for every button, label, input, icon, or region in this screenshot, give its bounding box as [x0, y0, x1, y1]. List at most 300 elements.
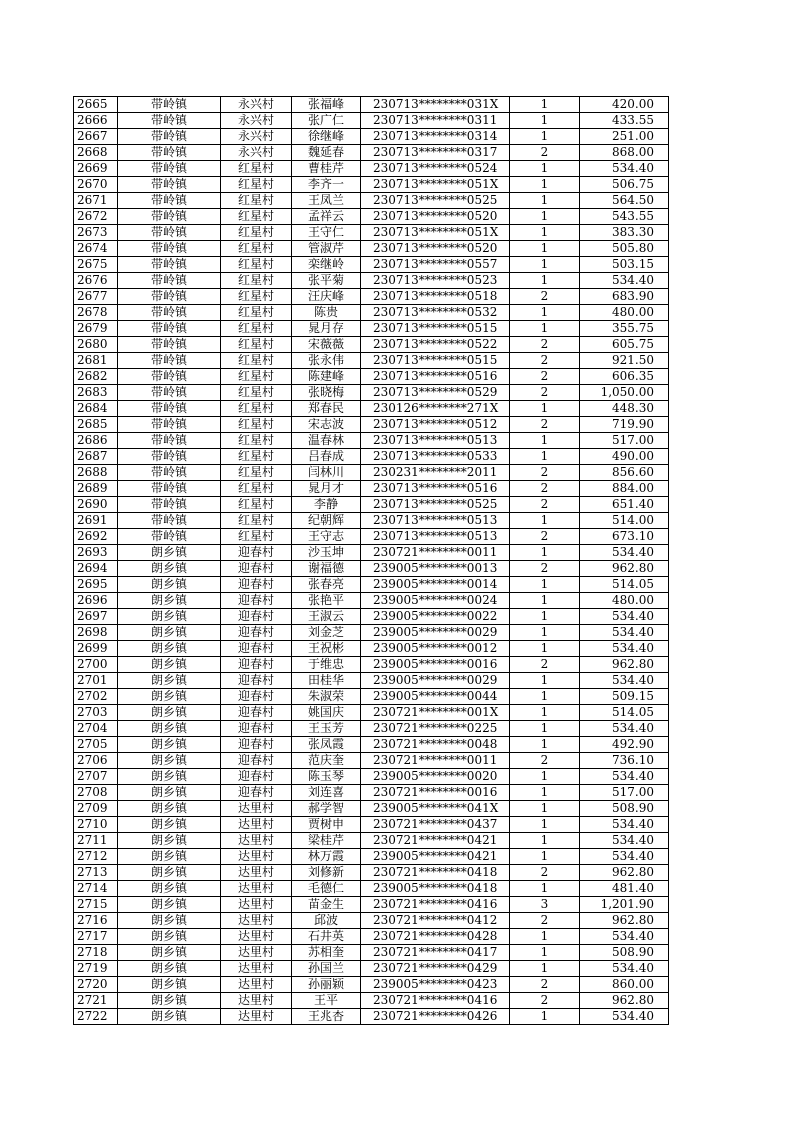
id-number-cell: 239005********041X [361, 801, 510, 817]
amount-cell: 492.90 [580, 737, 669, 753]
town-cell: 带岭镇 [118, 369, 221, 385]
amount-cell: 534.40 [580, 769, 669, 785]
id-number-cell: 239005********0418 [361, 881, 510, 897]
name-cell: 管淑芹 [292, 241, 361, 257]
row-number-cell: 2680 [74, 337, 118, 353]
amount-cell: 514.05 [580, 577, 669, 593]
household-count-cell: 2 [510, 465, 580, 481]
town-cell: 朗乡镇 [118, 865, 221, 881]
household-count-cell: 1 [510, 705, 580, 721]
town-cell: 带岭镇 [118, 257, 221, 273]
amount-cell: 605.75 [580, 337, 669, 353]
town-cell: 带岭镇 [118, 161, 221, 177]
household-count-cell: 1 [510, 545, 580, 561]
id-number-cell: 230721********0412 [361, 913, 510, 929]
row-number-cell: 2712 [74, 849, 118, 865]
amount-cell: 606.35 [580, 369, 669, 385]
id-number-cell: 230721********0225 [361, 721, 510, 737]
village-cell: 红星村 [221, 353, 292, 369]
village-cell: 红星村 [221, 321, 292, 337]
town-cell: 带岭镇 [118, 273, 221, 289]
table-row [74, 545, 669, 561]
id-number-cell: 230713********0317 [361, 145, 510, 161]
amount-cell: 543.55 [580, 209, 669, 225]
household-count-cell: 1 [510, 305, 580, 321]
name-cell: 刘修新 [292, 865, 361, 881]
household-count-cell: 1 [510, 449, 580, 465]
village-cell: 迎春村 [221, 625, 292, 641]
id-number-cell: 230713********0516 [361, 481, 510, 497]
id-number-cell: 230713********0512 [361, 417, 510, 433]
row-number-cell: 2691 [74, 513, 118, 529]
amount-cell: 508.90 [580, 945, 669, 961]
village-cell: 红星村 [221, 273, 292, 289]
village-cell: 达里村 [221, 993, 292, 1009]
village-cell: 红星村 [221, 497, 292, 513]
village-cell: 红星村 [221, 209, 292, 225]
village-cell: 迎春村 [221, 737, 292, 753]
town-cell: 朗乡镇 [118, 673, 221, 689]
name-cell: 吕春成 [292, 449, 361, 465]
row-number-cell: 2686 [74, 433, 118, 449]
row-number-cell: 2693 [74, 545, 118, 561]
name-cell: 晁月存 [292, 321, 361, 337]
village-cell: 迎春村 [221, 641, 292, 657]
id-number-cell: 230713********031X [361, 97, 510, 113]
id-number-cell: 230713********0529 [361, 385, 510, 401]
amount-cell: 534.40 [580, 849, 669, 865]
row-number-cell: 2685 [74, 417, 118, 433]
table-row [74, 193, 669, 209]
row-number-cell: 2720 [74, 977, 118, 993]
town-cell: 朗乡镇 [118, 977, 221, 993]
table-row [74, 481, 669, 497]
name-cell: 闫林川 [292, 465, 361, 481]
town-cell: 带岭镇 [118, 481, 221, 497]
amount-cell: 534.40 [580, 721, 669, 737]
name-cell: 汪庆峰 [292, 289, 361, 305]
row-number-cell: 2707 [74, 769, 118, 785]
household-count-cell: 1 [510, 625, 580, 641]
table-row [74, 273, 669, 289]
town-cell: 朗乡镇 [118, 737, 221, 753]
name-cell: 邱波 [292, 913, 361, 929]
name-cell: 徐继峰 [292, 129, 361, 145]
name-cell: 王玉芳 [292, 721, 361, 737]
town-cell: 带岭镇 [118, 401, 221, 417]
household-count-cell: 1 [510, 945, 580, 961]
town-cell: 朗乡镇 [118, 657, 221, 673]
table-row [74, 737, 669, 753]
name-cell: 王守志 [292, 529, 361, 545]
household-count-cell: 3 [510, 897, 580, 913]
row-number-cell: 2713 [74, 865, 118, 881]
name-cell: 田桂华 [292, 673, 361, 689]
table-row [74, 401, 669, 417]
table-row [74, 321, 669, 337]
table-row [74, 385, 669, 401]
name-cell: 范庆奎 [292, 753, 361, 769]
town-cell: 朗乡镇 [118, 945, 221, 961]
household-count-cell: 1 [510, 513, 580, 529]
id-number-cell: 230721********0418 [361, 865, 510, 881]
table-row [74, 113, 669, 129]
town-cell: 带岭镇 [118, 417, 221, 433]
amount-cell: 506.75 [580, 177, 669, 193]
row-number-cell: 2671 [74, 193, 118, 209]
household-count-cell: 1 [510, 1009, 580, 1025]
village-cell: 红星村 [221, 161, 292, 177]
table-row [74, 337, 669, 353]
row-number-cell: 2684 [74, 401, 118, 417]
household-count-cell: 1 [510, 225, 580, 241]
household-count-cell: 1 [510, 193, 580, 209]
household-count-cell: 2 [510, 497, 580, 513]
id-number-cell: 239005********0014 [361, 577, 510, 593]
amount-cell: 534.40 [580, 929, 669, 945]
village-cell: 迎春村 [221, 545, 292, 561]
town-cell: 朗乡镇 [118, 705, 221, 721]
village-cell: 红星村 [221, 449, 292, 465]
name-cell: 张艳平 [292, 593, 361, 609]
row-number-cell: 2689 [74, 481, 118, 497]
id-number-cell: 230721********0048 [361, 737, 510, 753]
table-row [74, 929, 669, 945]
name-cell: 王兆杏 [292, 1009, 361, 1025]
household-count-cell: 2 [510, 913, 580, 929]
village-cell: 迎春村 [221, 785, 292, 801]
name-cell: 沙玉坤 [292, 545, 361, 561]
table-body [74, 97, 669, 1025]
village-cell: 迎春村 [221, 769, 292, 785]
id-number-cell: 239005********0029 [361, 673, 510, 689]
id-number-cell: 230721********0429 [361, 961, 510, 977]
name-cell: 陈贵 [292, 305, 361, 321]
id-number-cell: 230713********0525 [361, 497, 510, 513]
village-cell: 迎春村 [221, 753, 292, 769]
table-row [74, 593, 669, 609]
amount-cell: 868.00 [580, 145, 669, 161]
row-number-cell: 2714 [74, 881, 118, 897]
name-cell: 张永伟 [292, 353, 361, 369]
table-row [74, 369, 669, 385]
village-cell: 红星村 [221, 433, 292, 449]
id-number-cell: 230721********0011 [361, 753, 510, 769]
amount-cell: 534.40 [580, 1009, 669, 1025]
amount-cell: 962.80 [580, 657, 669, 673]
town-cell: 朗乡镇 [118, 769, 221, 785]
row-number-cell: 2668 [74, 145, 118, 161]
town-cell: 朗乡镇 [118, 625, 221, 641]
row-number-cell: 2710 [74, 817, 118, 833]
town-cell: 带岭镇 [118, 353, 221, 369]
table-row [74, 305, 669, 321]
table-row [74, 881, 669, 897]
name-cell: 梁桂芹 [292, 833, 361, 849]
name-cell: 晁月才 [292, 481, 361, 497]
village-cell: 达里村 [221, 913, 292, 929]
table-row [74, 529, 669, 545]
table-row [74, 353, 669, 369]
town-cell: 朗乡镇 [118, 753, 221, 769]
row-number-cell: 2690 [74, 497, 118, 513]
row-number-cell: 2708 [74, 785, 118, 801]
village-cell: 红星村 [221, 385, 292, 401]
id-number-cell: 230713********0520 [361, 209, 510, 225]
name-cell: 刘连喜 [292, 785, 361, 801]
name-cell: 纪朝辉 [292, 513, 361, 529]
id-number-cell: 230713********0533 [361, 449, 510, 465]
name-cell: 曹桂芹 [292, 161, 361, 177]
table-row [74, 977, 669, 993]
town-cell: 带岭镇 [118, 337, 221, 353]
village-cell: 达里村 [221, 961, 292, 977]
table-row [74, 513, 669, 529]
row-number-cell: 2665 [74, 97, 118, 113]
name-cell: 张平菊 [292, 273, 361, 289]
row-number-cell: 2669 [74, 161, 118, 177]
row-number-cell: 2715 [74, 897, 118, 913]
amount-cell: 534.40 [580, 961, 669, 977]
name-cell: 张春亮 [292, 577, 361, 593]
id-number-cell: 230713********051X [361, 225, 510, 241]
household-count-cell: 1 [510, 849, 580, 865]
amount-cell: 480.00 [580, 593, 669, 609]
household-count-cell: 1 [510, 737, 580, 753]
amount-cell: 514.00 [580, 513, 669, 529]
name-cell: 孟祥云 [292, 209, 361, 225]
household-count-cell: 1 [510, 577, 580, 593]
amount-cell: 856.60 [580, 465, 669, 481]
amount-cell: 1,201.90 [580, 897, 669, 913]
town-cell: 带岭镇 [118, 225, 221, 241]
village-cell: 迎春村 [221, 705, 292, 721]
table-row [74, 641, 669, 657]
id-number-cell: 230713********0516 [361, 369, 510, 385]
amount-cell: 383.30 [580, 225, 669, 241]
village-cell: 永兴村 [221, 129, 292, 145]
household-count-cell: 1 [510, 593, 580, 609]
row-number-cell: 2696 [74, 593, 118, 609]
amount-cell: 651.40 [580, 497, 669, 513]
id-number-cell: 230713********0524 [361, 161, 510, 177]
name-cell: 温春林 [292, 433, 361, 449]
id-number-cell: 239005********0016 [361, 657, 510, 673]
table-row [74, 753, 669, 769]
village-cell: 达里村 [221, 801, 292, 817]
name-cell: 张凤霞 [292, 737, 361, 753]
household-count-cell: 2 [510, 353, 580, 369]
village-cell: 红星村 [221, 417, 292, 433]
amount-cell: 962.80 [580, 913, 669, 929]
household-count-cell: 1 [510, 433, 580, 449]
id-number-cell: 230721********0437 [361, 817, 510, 833]
amount-cell: 683.90 [580, 289, 669, 305]
row-number-cell: 2718 [74, 945, 118, 961]
row-number-cell: 2701 [74, 673, 118, 689]
row-number-cell: 2666 [74, 113, 118, 129]
row-number-cell: 2705 [74, 737, 118, 753]
table-row [74, 657, 669, 673]
village-cell: 达里村 [221, 817, 292, 833]
village-cell: 红星村 [221, 305, 292, 321]
household-count-cell: 2 [510, 529, 580, 545]
name-cell: 魏延春 [292, 145, 361, 161]
id-number-cell: 230721********0426 [361, 1009, 510, 1025]
name-cell: 刘金芝 [292, 625, 361, 641]
id-number-cell: 230713********0532 [361, 305, 510, 321]
id-number-cell: 230721********0428 [361, 929, 510, 945]
row-number-cell: 2703 [74, 705, 118, 721]
household-count-cell: 1 [510, 609, 580, 625]
household-count-cell: 2 [510, 289, 580, 305]
id-number-cell: 239005********0020 [361, 769, 510, 785]
name-cell: 郝学智 [292, 801, 361, 817]
row-number-cell: 2677 [74, 289, 118, 305]
amount-cell: 508.90 [580, 801, 669, 817]
id-number-cell: 239005********0012 [361, 641, 510, 657]
village-cell: 红星村 [221, 513, 292, 529]
table-row [74, 561, 669, 577]
name-cell: 王淑云 [292, 609, 361, 625]
household-count-cell: 1 [510, 689, 580, 705]
town-cell: 朗乡镇 [118, 785, 221, 801]
name-cell: 宋志波 [292, 417, 361, 433]
table-row [74, 161, 669, 177]
id-number-cell: 230713********0522 [361, 337, 510, 353]
village-cell: 迎春村 [221, 593, 292, 609]
table-row [74, 833, 669, 849]
table-row [74, 241, 669, 257]
household-count-cell: 2 [510, 417, 580, 433]
household-count-cell: 2 [510, 657, 580, 673]
village-cell: 红星村 [221, 177, 292, 193]
id-number-cell: 230713********0513 [361, 433, 510, 449]
town-cell: 带岭镇 [118, 289, 221, 305]
row-number-cell: 2692 [74, 529, 118, 545]
table-row [74, 897, 669, 913]
id-number-cell: 230713********0513 [361, 529, 510, 545]
town-cell: 带岭镇 [118, 321, 221, 337]
amount-cell: 534.40 [580, 545, 669, 561]
amount-cell: 962.80 [580, 993, 669, 1009]
row-number-cell: 2681 [74, 353, 118, 369]
id-number-cell: 239005********0421 [361, 849, 510, 865]
town-cell: 带岭镇 [118, 209, 221, 225]
row-number-cell: 2717 [74, 929, 118, 945]
household-count-cell: 1 [510, 769, 580, 785]
amount-cell: 564.50 [580, 193, 669, 209]
name-cell: 张晓梅 [292, 385, 361, 401]
amount-cell: 534.40 [580, 161, 669, 177]
row-number-cell: 2679 [74, 321, 118, 337]
table-row [74, 1009, 669, 1025]
village-cell: 红星村 [221, 481, 292, 497]
amount-cell: 962.80 [580, 561, 669, 577]
row-number-cell: 2687 [74, 449, 118, 465]
amount-cell: 355.75 [580, 321, 669, 337]
table-row [74, 225, 669, 241]
household-count-cell: 1 [510, 401, 580, 417]
town-cell: 朗乡镇 [118, 929, 221, 945]
name-cell: 栾继岭 [292, 257, 361, 273]
village-cell: 红星村 [221, 529, 292, 545]
name-cell: 陈建峰 [292, 369, 361, 385]
household-count-cell: 1 [510, 177, 580, 193]
amount-cell: 534.40 [580, 273, 669, 289]
amount-cell: 480.00 [580, 305, 669, 321]
name-cell: 王平 [292, 993, 361, 1009]
table-row [74, 913, 669, 929]
table-row [74, 465, 669, 481]
town-cell: 朗乡镇 [118, 561, 221, 577]
town-cell: 朗乡镇 [118, 849, 221, 865]
name-cell: 石井英 [292, 929, 361, 945]
amount-cell: 448.30 [580, 401, 669, 417]
household-count-cell: 1 [510, 273, 580, 289]
row-number-cell: 2678 [74, 305, 118, 321]
amount-cell: 534.40 [580, 833, 669, 849]
name-cell: 李静 [292, 497, 361, 513]
village-cell: 迎春村 [221, 689, 292, 705]
town-cell: 朗乡镇 [118, 721, 221, 737]
row-number-cell: 2673 [74, 225, 118, 241]
village-cell: 迎春村 [221, 577, 292, 593]
id-number-cell: 230713********0515 [361, 321, 510, 337]
table-row [74, 209, 669, 225]
amount-cell: 517.00 [580, 433, 669, 449]
village-cell: 迎春村 [221, 673, 292, 689]
village-cell: 红星村 [221, 465, 292, 481]
town-cell: 朗乡镇 [118, 801, 221, 817]
town-cell: 带岭镇 [118, 193, 221, 209]
town-cell: 朗乡镇 [118, 577, 221, 593]
row-number-cell: 2699 [74, 641, 118, 657]
town-cell: 带岭镇 [118, 465, 221, 481]
household-count-cell: 1 [510, 673, 580, 689]
table-row [74, 801, 669, 817]
town-cell: 带岭镇 [118, 241, 221, 257]
village-cell: 永兴村 [221, 97, 292, 113]
row-number-cell: 2695 [74, 577, 118, 593]
table-row [74, 849, 669, 865]
town-cell: 带岭镇 [118, 529, 221, 545]
name-cell: 张福峰 [292, 97, 361, 113]
row-number-cell: 2682 [74, 369, 118, 385]
table-row [74, 625, 669, 641]
town-cell: 带岭镇 [118, 97, 221, 113]
row-number-cell: 2722 [74, 1009, 118, 1025]
table-row [74, 961, 669, 977]
row-number-cell: 2672 [74, 209, 118, 225]
household-count-cell: 1 [510, 321, 580, 337]
village-cell: 永兴村 [221, 145, 292, 161]
row-number-cell: 2676 [74, 273, 118, 289]
name-cell: 朱淑荣 [292, 689, 361, 705]
household-count-cell: 2 [510, 369, 580, 385]
household-count-cell: 1 [510, 785, 580, 801]
id-number-cell: 230126********271X [361, 401, 510, 417]
name-cell: 姚国庆 [292, 705, 361, 721]
table-row [74, 129, 669, 145]
id-number-cell: 230713********051X [361, 177, 510, 193]
household-count-cell: 1 [510, 721, 580, 737]
table-row [74, 417, 669, 433]
amount-cell: 921.50 [580, 353, 669, 369]
amount-cell: 962.80 [580, 865, 669, 881]
household-count-cell: 2 [510, 145, 580, 161]
household-count-cell: 1 [510, 881, 580, 897]
